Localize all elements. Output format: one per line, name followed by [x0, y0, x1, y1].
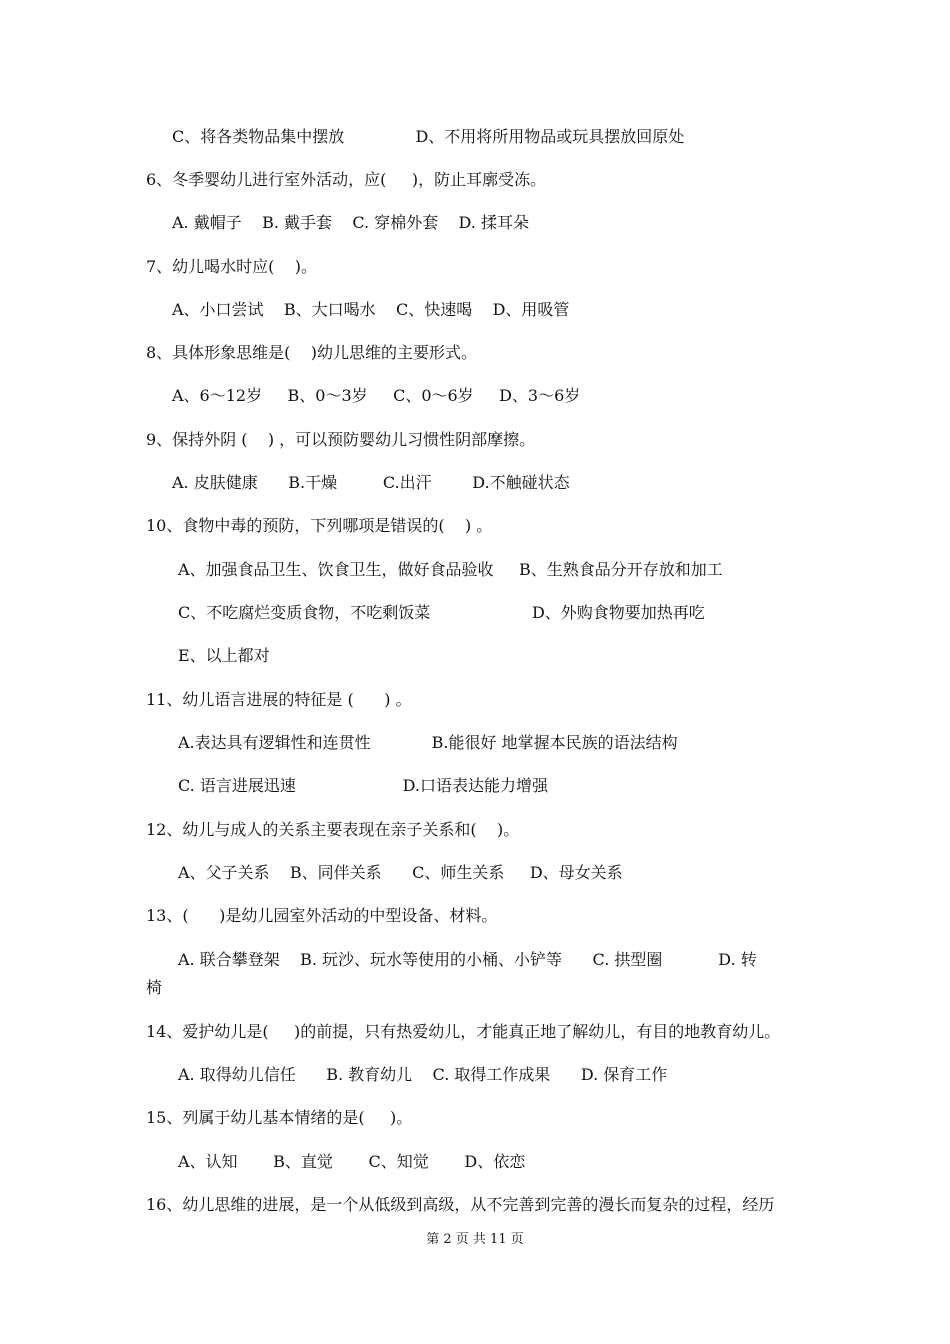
q12-options: A、父子关系 B、同伴关系 C、师生关系 D、母女关系	[178, 863, 623, 882]
q13-stem: 13、( )是幼儿园室外活动的中型设备、材料。	[146, 906, 498, 925]
q16-stem: 16、幼儿思维的进展，是一个从低级到高级，从不完善到完善的漫长而复杂的过程，经历	[146, 1195, 775, 1214]
q10-options-cd: C、不吃腐烂变质食物，不吃剩饭菜 D、外购食物要加热再吃	[178, 603, 705, 622]
q14-options: A. 取得幼儿信任 B. 教育幼儿 C. 取得工作成果 D. 保育工作	[178, 1065, 668, 1084]
q9-options: A. 皮肤健康 B.干燥 C.出汗 D.不触碰状态	[172, 473, 570, 492]
q15-stem: 15、列属于幼儿基本情绪的是( )。	[146, 1108, 413, 1127]
q12-stem: 12、幼儿与成人的关系主要表现在亲子关系和( )。	[146, 820, 520, 839]
q15-options: A、认知 B、直觉 C、知觉 D、依恋	[178, 1152, 526, 1171]
q7-stem: 7、幼儿喝水时应( )。	[146, 257, 318, 276]
page-footer: 第 2 页 共 11 页	[426, 1232, 524, 1247]
q13-options: A. 联合攀登架 B. 玩沙、玩水等使用的小桶、小铲等 C. 拱型圈 D. 转	[178, 950, 757, 969]
q11-stem: 11、幼儿语言进展的特征是 ( ) 。	[146, 690, 412, 709]
q13-options-wrap: 椅	[146, 978, 163, 997]
q5-options-cd: C、将各类物品集中摆放 D、不用将所用物品或玩具摆放回原处	[172, 127, 685, 146]
q7-options: A、小口尝试 B、大口喝水 C、快速喝 D、用吸管	[172, 300, 570, 319]
q8-options: A、6～12岁 B、0～3岁 C、0～6岁 D、3～6岁	[172, 386, 581, 405]
q14-stem: 14、爱护幼儿是( )的前提，只有热爱幼儿，才能真正地了解幼儿，有目的地教育幼儿。	[146, 1022, 781, 1041]
q11-options-cd: C. 语言进展迅速 D.口语表达能力增强	[178, 776, 548, 795]
q10-option-e: E、以上都对	[178, 646, 270, 665]
q10-stem: 10、食物中毒的预防，下列哪项是错误的( ) 。	[146, 516, 493, 535]
q6-options: A. 戴帽子 B. 戴手套 C. 穿棉外套 D. 揉耳朵	[172, 213, 529, 232]
q6-stem: 6、冬季婴幼儿进行室外活动，应( )，防止耳廓受冻。	[146, 170, 547, 189]
q9-stem: 9、保持外阴 ( ) ，可以预防婴幼儿习惯性阴部摩擦。	[146, 430, 536, 449]
q11-options-ab: A.表达具有逻辑性和连贯性 B.能很好 地掌握本民族的语法结构	[178, 733, 678, 752]
q10-options-ab: A、加强食品卫生、饮食卫生，做好食品验收 B、生熟食品分开存放和加工	[178, 560, 723, 579]
q8-stem: 8、具体形象思维是( )幼儿思维的主要形式。	[146, 343, 478, 362]
